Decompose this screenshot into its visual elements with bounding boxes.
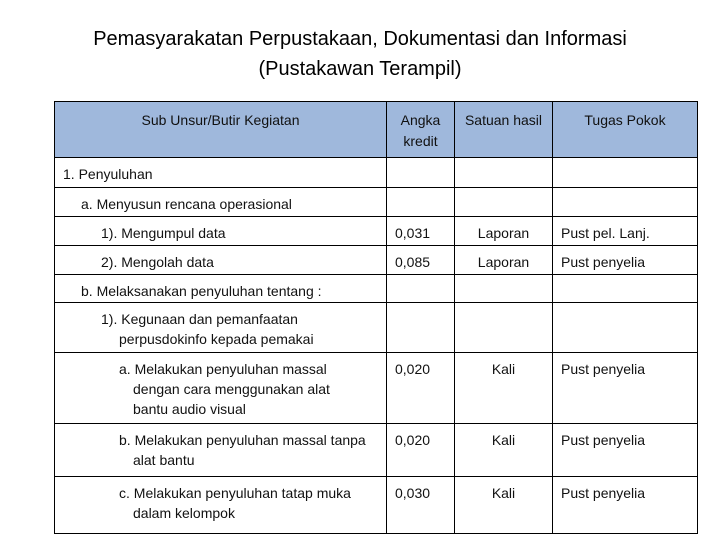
row-label <box>55 217 387 246</box>
row-label <box>55 275 387 303</box>
table-row <box>55 246 698 275</box>
row-tugas <box>553 275 698 303</box>
row-satuan: Laporan <box>455 246 553 275</box>
table-row <box>55 158 698 188</box>
title-line-1: Pemasyarakatan Perpustakaan, Dokumentasi dan Informasi <box>93 28 627 50</box>
row-satuan: Kali <box>455 424 553 477</box>
row-tugas: Pust penyelia <box>553 424 698 477</box>
row-kredit: 0,020 <box>387 424 455 477</box>
row-satuan <box>455 188 553 217</box>
row-label-text: c. Melakukan penyuluhan tatap muka dalam kelompok <box>119 485 351 521</box>
row-kredit <box>387 158 455 188</box>
row-label-text: b. Melakukan penyuluhan massal tanpa alat bantu <box>119 432 366 468</box>
table-row <box>55 477 698 534</box>
title-line-2: (Pustakawan Terampil) <box>258 58 462 80</box>
row-tugas <box>553 303 698 353</box>
table-row <box>55 188 698 217</box>
row-kredit <box>387 188 455 217</box>
table-row <box>55 217 698 246</box>
row-satuan: Kali <box>455 353 553 424</box>
row-label-text: a. Menyusun rencana operasional <box>81 196 292 212</box>
header-tugas-pokok: Tugas Pokok <box>553 102 698 158</box>
page-title <box>0 24 720 84</box>
row-label <box>55 477 387 534</box>
row-tugas: Pust penyelia <box>553 246 698 275</box>
row-satuan: Laporan <box>455 217 553 246</box>
row-satuan <box>455 158 553 188</box>
row-label-text: 1). Kegunaan dan pemanfaatan perpusdokinfo kepada pemakai <box>101 311 314 347</box>
row-label-text: b. Melaksanakan penyuluhan tentang : <box>81 283 322 299</box>
kegiatan-table <box>54 101 698 534</box>
row-tugas: Pust penyelia <box>553 353 698 424</box>
row-label <box>55 188 387 217</box>
header-sub-unsur: Sub Unsur/Butir Kegiatan <box>55 102 387 158</box>
table-row <box>55 275 698 303</box>
row-tugas <box>553 158 698 188</box>
row-tugas: Pust pel. Lanj. <box>553 217 698 246</box>
row-kredit: 0,030 <box>387 477 455 534</box>
table-row <box>55 303 698 353</box>
row-kredit: 0,031 <box>387 217 455 246</box>
row-label-text: a. Melakukan penyuluhan massal dengan cara menggunakan alat bantu audio visual <box>119 361 330 417</box>
row-kredit: 0,020 <box>387 353 455 424</box>
header-satuan-hasil: Satuan hasil <box>455 102 553 158</box>
row-label <box>55 424 387 477</box>
row-label <box>55 303 387 353</box>
table-row <box>55 424 698 477</box>
row-label <box>55 158 387 188</box>
row-label <box>55 246 387 275</box>
row-satuan <box>455 275 553 303</box>
row-kredit: 0,085 <box>387 246 455 275</box>
row-label-text: 1). Mengumpul data <box>101 225 226 241</box>
table-header-row <box>55 102 698 158</box>
row-tugas: Pust penyelia <box>553 477 698 534</box>
row-kredit <box>387 303 455 353</box>
table-row <box>55 353 698 424</box>
row-label <box>55 353 387 424</box>
row-satuan <box>455 303 553 353</box>
row-kredit <box>387 275 455 303</box>
header-angka-kredit: Angka kredit <box>387 102 455 158</box>
row-satuan: Kali <box>455 477 553 534</box>
row-tugas <box>553 188 698 217</box>
row-label-text: 2). Mengolah data <box>101 254 214 270</box>
row-label-text: 1. Penyuluhan <box>63 166 153 182</box>
